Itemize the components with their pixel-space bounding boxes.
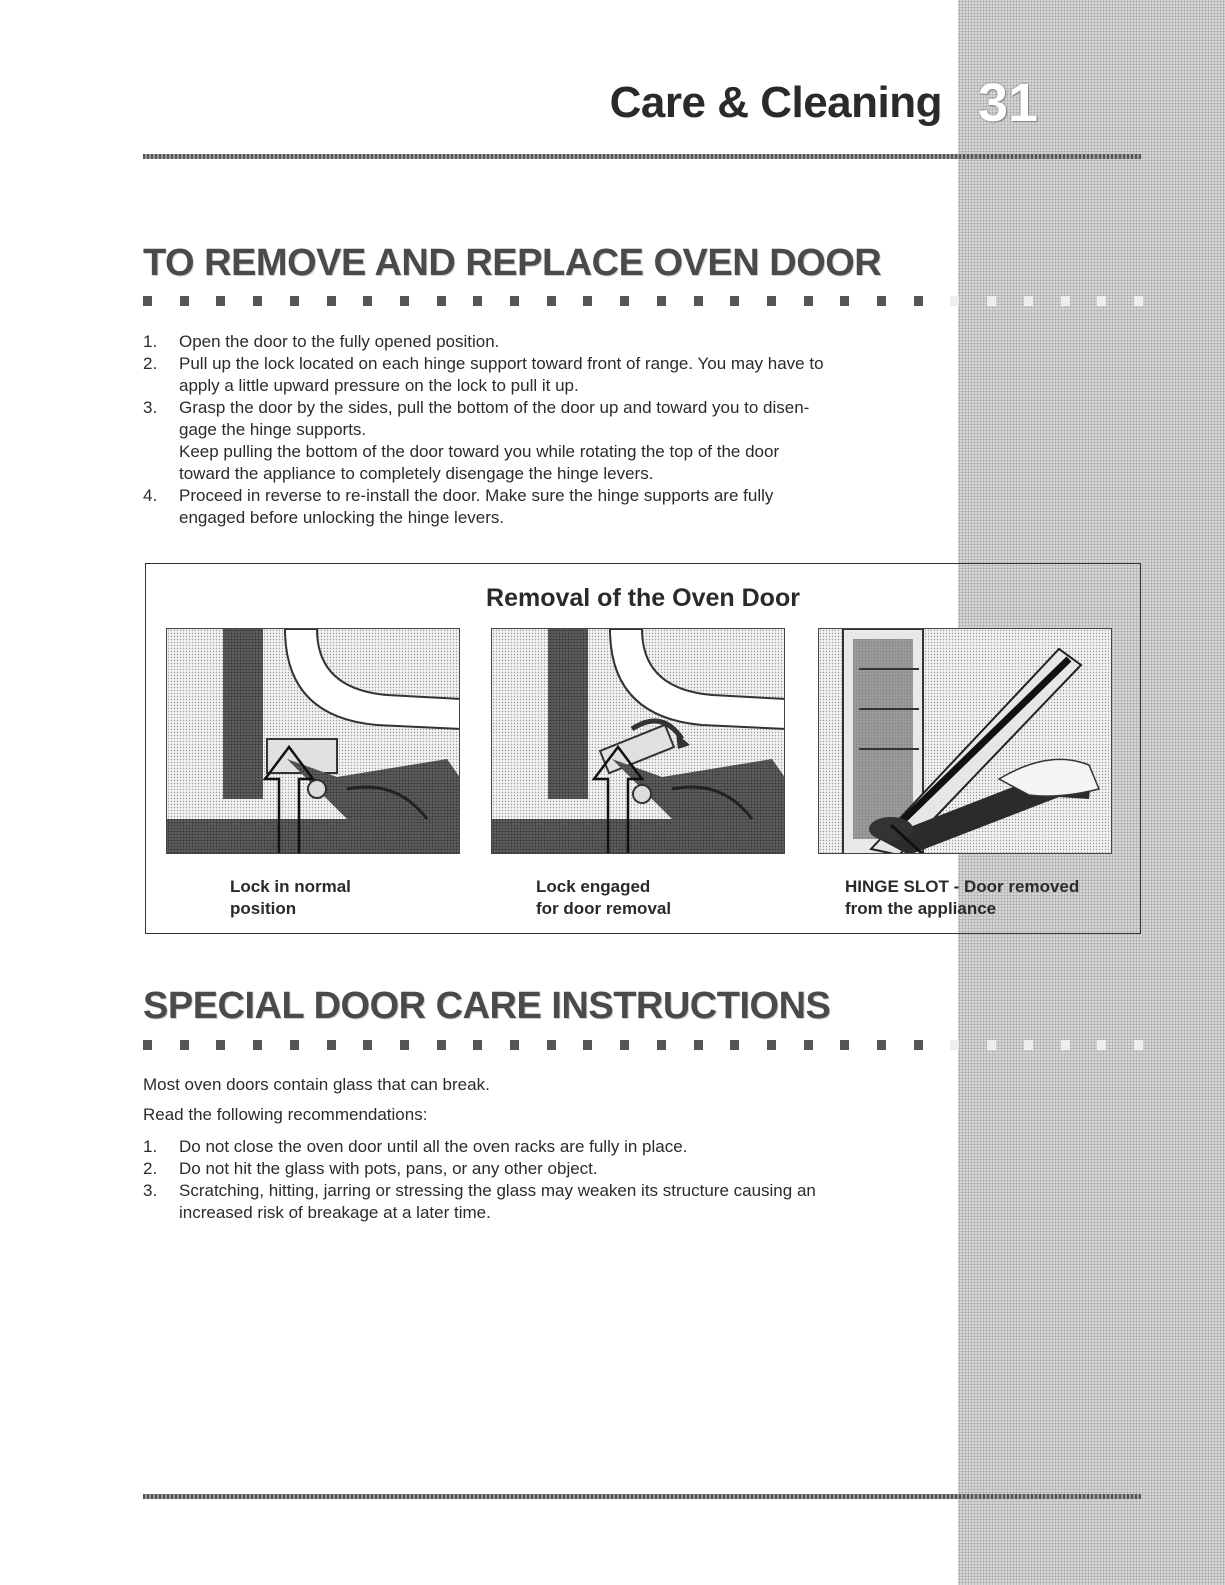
footer-rule bbox=[143, 1494, 1141, 1499]
intro-text: Most oven doors contain glass that can break. bbox=[143, 1075, 490, 1094]
figure-title: Removal of the Oven Door bbox=[486, 584, 800, 612]
divider-square bbox=[1024, 1040, 1033, 1050]
divider-square bbox=[216, 296, 225, 306]
divider-square bbox=[290, 1040, 299, 1050]
divider-square bbox=[583, 296, 592, 306]
divider-square bbox=[510, 1040, 519, 1050]
divider-square bbox=[840, 1040, 849, 1050]
list-item: 3. Grasp the door by the sides, pull the bottom of the door up and toward you to disen- gage the hinge supports. Keep pulling the bottom of the door toward you while rotating the top of the door toward the appliance to completely disengage the hinge levers. bbox=[143, 397, 953, 485]
step-text: Do not close the oven door until all the oven racks are fully in place. bbox=[179, 1137, 688, 1156]
caption-lock-engaged: Lock engaged for door removal bbox=[536, 877, 672, 918]
divider-square bbox=[620, 1040, 629, 1050]
divider-square bbox=[987, 296, 996, 306]
step-text: apply a little upward pressure on the lock to pull it up. bbox=[179, 376, 579, 395]
divider-square bbox=[216, 1040, 225, 1050]
divider-square bbox=[547, 296, 556, 306]
list-item: 4. Proceed in reverse to re-install the door. Make sure the hinge supports are fully engaged before unlocking the hinge levers. bbox=[143, 485, 953, 529]
divider-square bbox=[1061, 296, 1070, 306]
list-item: 1. Open the door to the fully opened position. bbox=[143, 331, 953, 353]
step-text: Pull up the lock located on each hinge support toward front of range. You may have to bbox=[179, 354, 824, 373]
divider-square bbox=[327, 1040, 336, 1050]
divider-square bbox=[694, 296, 703, 306]
section-title-door-care: SPECIAL DOOR CARE INSTRUCTIONS bbox=[143, 985, 831, 1027]
divider-square bbox=[473, 296, 482, 306]
divider-square bbox=[437, 1040, 446, 1050]
divider-square bbox=[143, 296, 152, 306]
divider-square bbox=[437, 296, 446, 306]
section-divider-dots bbox=[143, 1040, 1143, 1054]
step-text: Proceed in reverse to re-install the door. Make sure the hinge supports are fully bbox=[179, 486, 774, 505]
divider-square bbox=[804, 296, 813, 306]
list-item: 2. Do not hit the glass with pots, pans, or any other object. bbox=[143, 1158, 953, 1180]
care-steps-list bbox=[143, 1136, 953, 1224]
hinge-slot-photo bbox=[818, 628, 1112, 854]
divider-square bbox=[804, 1040, 813, 1050]
divider-square bbox=[657, 296, 666, 306]
divider-square bbox=[363, 1040, 372, 1050]
divider-square bbox=[143, 1040, 152, 1050]
list-item: 3. Scratching, hitting, jarring or stressing the glass may weaken its structure causing an increased risk of breakage at a later time. bbox=[143, 1180, 953, 1224]
divider-square bbox=[620, 296, 629, 306]
divider-square bbox=[327, 296, 336, 306]
divider-square bbox=[547, 1040, 556, 1050]
divider-square bbox=[657, 1040, 666, 1050]
divider-square bbox=[877, 1040, 886, 1050]
step-text: Keep pulling the bottom of the door toward you while rotating the top of the door bbox=[179, 442, 780, 461]
divider-square bbox=[987, 1040, 996, 1050]
divider-square bbox=[730, 296, 739, 306]
page-header-title: Care & Cleaning bbox=[609, 78, 942, 127]
step-text: toward the appliance to completely disengage the hinge levers. bbox=[179, 464, 654, 483]
step-text: Grasp the door by the sides, pull the bottom of the door up and toward you to disen- bbox=[179, 398, 810, 417]
step-text: Do not hit the glass with pots, pans, or any other object. bbox=[179, 1159, 598, 1178]
divider-square bbox=[730, 1040, 739, 1050]
divider-square bbox=[400, 1040, 409, 1050]
divider-square bbox=[473, 1040, 482, 1050]
divider-square bbox=[950, 1040, 959, 1050]
divider-square bbox=[877, 296, 886, 306]
divider-square bbox=[1024, 296, 1033, 306]
header-rule bbox=[143, 154, 1141, 159]
removal-steps-list bbox=[143, 331, 953, 529]
divider-square bbox=[767, 296, 776, 306]
divider-square bbox=[914, 1040, 923, 1050]
divider-square bbox=[180, 296, 189, 306]
divider-square bbox=[840, 296, 849, 306]
divider-square bbox=[253, 296, 262, 306]
lock-normal-photo bbox=[166, 628, 460, 854]
intro-text: Read the following recommendations: bbox=[143, 1105, 428, 1124]
divider-square bbox=[1097, 1040, 1106, 1050]
divider-square bbox=[950, 296, 959, 306]
divider-square bbox=[767, 1040, 776, 1050]
divider-square bbox=[1134, 1040, 1143, 1050]
figure-box bbox=[145, 563, 1141, 934]
divider-square bbox=[253, 1040, 262, 1050]
divider-square bbox=[510, 296, 519, 306]
section-divider-dots bbox=[143, 296, 1143, 310]
step-text: increased risk of breakage at a later time. bbox=[179, 1203, 491, 1222]
divider-square bbox=[914, 296, 923, 306]
hinge-illustration bbox=[492, 629, 785, 854]
divider-square bbox=[363, 296, 372, 306]
caption-hinge-slot: HINGE SLOT - Door removed from the appliance bbox=[845, 877, 1080, 918]
divider-square bbox=[400, 296, 409, 306]
oven-door-illustration bbox=[819, 629, 1112, 854]
divider-square bbox=[1061, 1040, 1070, 1050]
step-text: Open the door to the fully opened position. bbox=[179, 332, 500, 351]
divider-square bbox=[694, 1040, 703, 1050]
divider-square bbox=[1134, 296, 1143, 306]
list-item: 1. Do not close the oven door until all the oven racks are fully in place. bbox=[143, 1136, 953, 1158]
list-item: 2. Pull up the lock located on each hinge support toward front of range. You may have to apply a little upward pressure on the lock to pull it up. bbox=[143, 353, 953, 397]
section-title-remove-door: TO REMOVE AND REPLACE OVEN DOOR bbox=[143, 242, 882, 284]
page-number: 31 bbox=[977, 73, 1039, 133]
divider-square bbox=[583, 1040, 592, 1050]
divider-square bbox=[1097, 296, 1106, 306]
step-text: Scratching, hitting, jarring or stressing the glass may weaken its structure causing an bbox=[179, 1181, 816, 1200]
hinge-illustration bbox=[167, 629, 460, 854]
step-text: engaged before unlocking the hinge levers. bbox=[179, 508, 505, 527]
divider-square bbox=[180, 1040, 189, 1050]
divider-square bbox=[290, 296, 299, 306]
caption-lock-normal: Lock in normal position bbox=[230, 877, 351, 918]
lock-engaged-photo bbox=[491, 628, 785, 854]
step-text: gage the hinge supports. bbox=[179, 420, 367, 439]
